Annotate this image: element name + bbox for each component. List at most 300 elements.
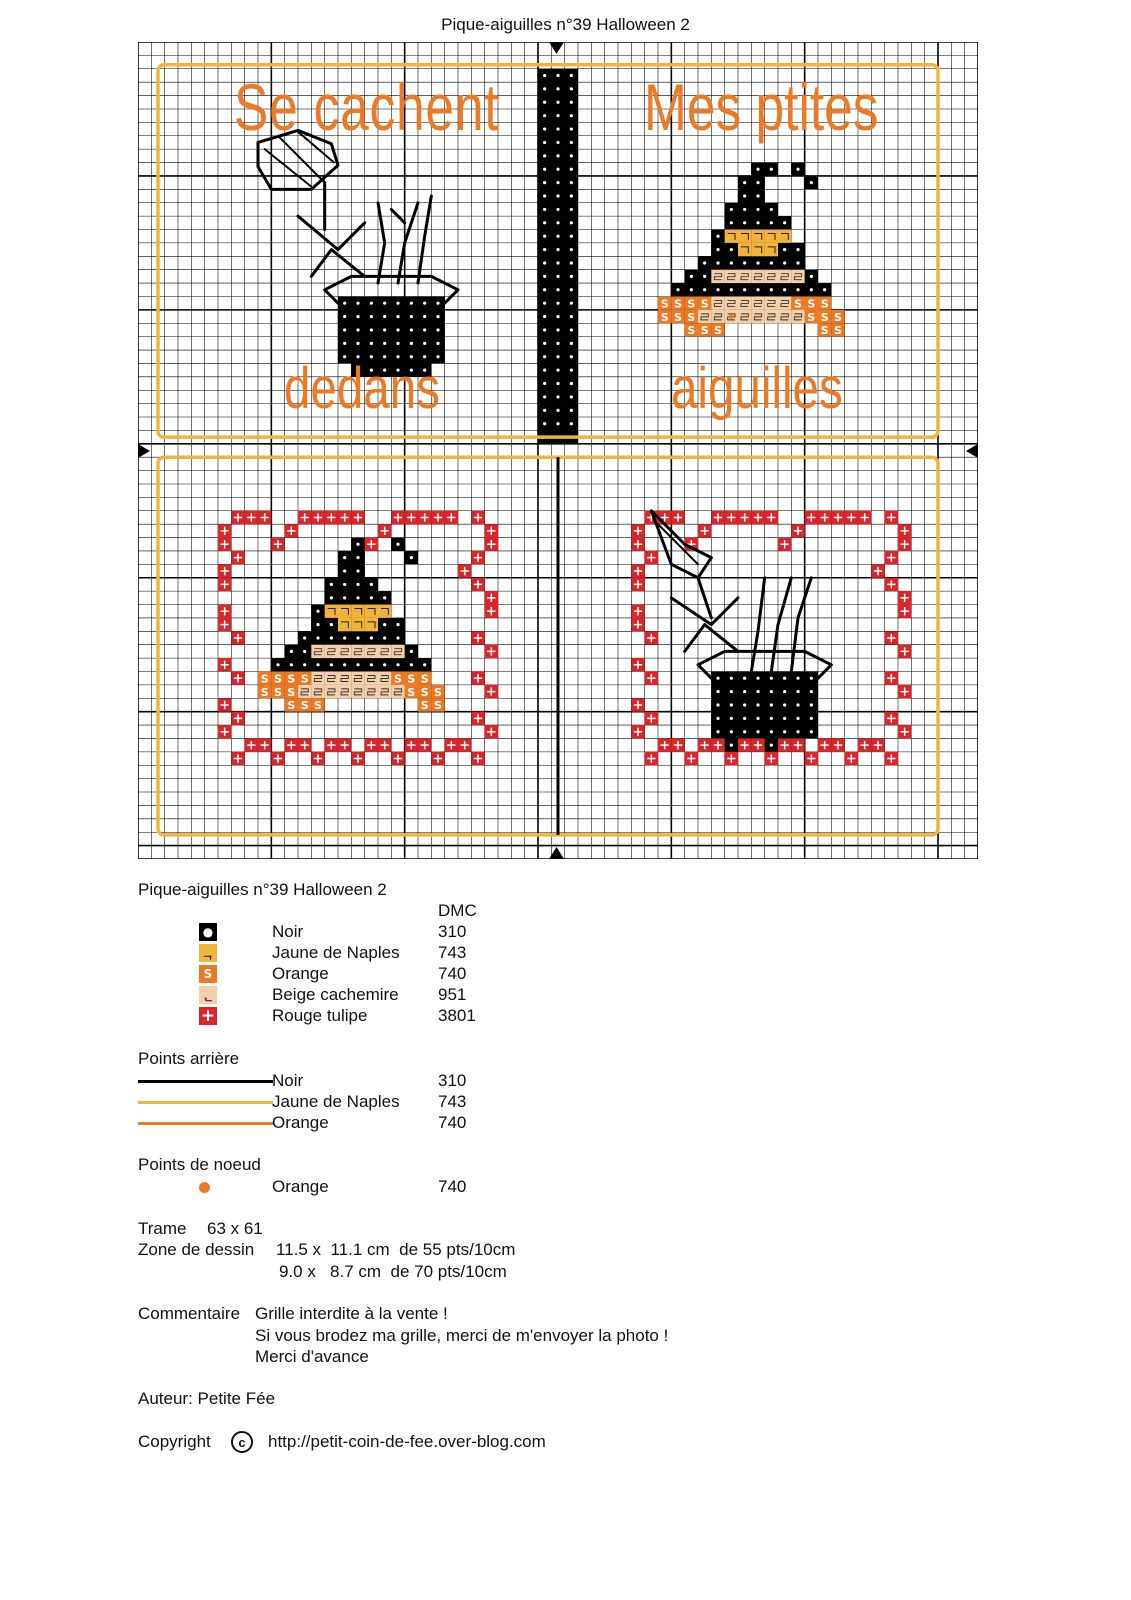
stitch-noir-dot: [383, 623, 386, 626]
fabric-size: 63 x 61: [207, 1219, 263, 1238]
stitch-noir-dot: [383, 342, 386, 345]
chart-word-3: dedans: [284, 356, 440, 422]
stitch-noir-dot: [343, 569, 346, 572]
stitch-noir-dot: [370, 636, 373, 639]
stitch-noir-dot: [543, 248, 546, 251]
stitch-noir-dot: [770, 690, 773, 693]
stitch-noir-dot: [556, 74, 559, 77]
stitch-orange-symbol: S: [407, 672, 416, 686]
stitch-noir-dot: [356, 342, 359, 345]
stitch-noir-dot: [770, 730, 773, 733]
stitch-noir-dot: [783, 677, 786, 680]
stitch-noir-dot: [556, 181, 559, 184]
stitch-noir-dot: [570, 181, 573, 184]
stitch-orange-symbol: S: [420, 685, 429, 699]
stitch-noir-dot: [730, 221, 733, 224]
website-link[interactable]: http://petit-coin-de-fee.over-blog.com: [268, 1432, 546, 1451]
stitch-noir-dot: [770, 288, 773, 291]
stitch-noir-dot: [570, 302, 573, 305]
stitch-noir-dot: [343, 663, 346, 666]
stitch-noir-dot: [796, 168, 799, 171]
stitch-noir-dot: [730, 288, 733, 291]
stitch-noir-dot: [543, 302, 546, 305]
backstitch-line-swatch: [138, 1080, 273, 1083]
thread-symbol: S: [199, 965, 217, 983]
thread-symbol: +: [200, 1006, 216, 1026]
stitch-noir-dot: [423, 342, 426, 345]
stitch-noir-dot: [290, 650, 293, 653]
stitch-noir-dot: [570, 74, 573, 77]
stitch-orange-symbol: S: [807, 297, 816, 311]
stitch-orange-symbol: S: [700, 297, 709, 311]
stitch-noir-dot: [556, 261, 559, 264]
stitch-noir-dot: [570, 101, 573, 104]
stitch-noir-dot: [410, 556, 413, 559]
stitch-noir-dot: [810, 181, 813, 184]
stitch-noir-dot: [823, 288, 826, 291]
stitch-noir-dot: [543, 261, 546, 264]
backstitch-header: Points arrière: [138, 1049, 240, 1068]
stitch-noir-dot: [570, 342, 573, 345]
stitch-noir-dot: [543, 154, 546, 157]
fabric-label: Trame: [138, 1219, 187, 1238]
stitch-noir-dot: [343, 328, 346, 331]
backstitch-line-swatch: [138, 1122, 273, 1125]
stitch-orange-symbol: S: [660, 310, 669, 324]
backstitch-line-swatch: [138, 1101, 273, 1104]
stitch-jaune: [351, 605, 364, 618]
stitch-noir-dot: [796, 248, 799, 251]
stitch-orange-symbol: S: [314, 699, 322, 713]
stitch-noir-dot: [570, 208, 573, 211]
stitch-noir-dot: [743, 194, 746, 197]
thread-symbol: ᆨ: [199, 944, 217, 962]
stitch-noir-dot: [423, 663, 426, 666]
stitch-noir-dot: [570, 328, 573, 331]
knot-dot: [729, 314, 734, 319]
stitch-orange-symbol: S: [300, 672, 309, 686]
stitch-noir-dot: [356, 556, 359, 559]
stitch-noir-dot: [570, 275, 573, 278]
stitch-noir-dot: [703, 275, 706, 278]
comment-line: Si vous brodez ma grille, merci de m'envoyer la photo !: [255, 1326, 669, 1345]
stitch-noir-dot: [370, 596, 373, 599]
stitch-noir-dot: [783, 703, 786, 706]
stitch-noir-dot: [316, 663, 319, 666]
stitch-noir-dot: [343, 342, 346, 345]
stitch-noir-dot: [303, 663, 306, 666]
stitch-noir-dot: [770, 703, 773, 706]
stitch-noir-dot: [556, 382, 559, 385]
stitch-noir-dot: [676, 288, 679, 291]
stitch-noir-dot: [410, 663, 413, 666]
thread-name: Orange: [272, 964, 329, 983]
stitch-orange-symbol: S: [820, 297, 829, 311]
stitch-noir-dot: [396, 543, 399, 546]
stitch-noir-dot: [743, 730, 746, 733]
stitch-noir-dot: [383, 663, 386, 666]
thread-symbol: ᆫ: [199, 986, 217, 1004]
stitch-noir-dot: [423, 328, 426, 331]
stitch-noir-dot: [556, 355, 559, 358]
stitch-noir-dot: [383, 302, 386, 305]
stitch-noir-dot: [556, 288, 559, 291]
stitch-noir-dot: [810, 288, 813, 291]
stitch-noir-dot: [543, 275, 546, 278]
stitch-noir-dot: [570, 382, 573, 385]
stitch-noir-dot: [543, 288, 546, 291]
stitch-noir-dot: [543, 395, 546, 398]
stitch-noir-dot: [716, 261, 719, 264]
stitch-noir-dot: [690, 275, 693, 278]
stitch-noir-dot: [330, 583, 333, 586]
stitch-noir-dot: [556, 342, 559, 345]
stitch-noir-dot: [770, 677, 773, 680]
stitch-noir-dot: [276, 663, 279, 666]
stitch-noir-dot: [730, 703, 733, 706]
stitch-orange-symbol: S: [260, 685, 269, 699]
stitch-jaune: [338, 618, 351, 631]
stitch-noir-dot: [770, 168, 773, 171]
stitch-noir-dot: [543, 355, 546, 358]
stitch-noir-dot: [543, 422, 546, 425]
stitch-noir-dot: [396, 315, 399, 318]
stitch-noir-dot: [743, 288, 746, 291]
stitch-orange-symbol: S: [287, 685, 296, 699]
stitch-noir-dot: [570, 235, 573, 238]
stitch-jaune: [378, 605, 391, 618]
stitch-noir-dot: [556, 369, 559, 372]
stitch-noir-dot: [570, 261, 573, 264]
stitch-noir-dot: [543, 315, 546, 318]
stitch-noir-dot: [556, 409, 559, 412]
stitch-noir-dot: [756, 181, 759, 184]
chart-word-4: aiguilles: [671, 356, 843, 422]
stitch-noir-dot: [410, 342, 413, 345]
stitch-jaune: [365, 605, 378, 618]
stitch-noir-dot: [290, 663, 293, 666]
stitch-noir-dot: [783, 730, 786, 733]
stitch-noir-dot: [756, 717, 759, 720]
stitch-noir-dot: [810, 703, 813, 706]
stitch-noir-dot: [796, 730, 799, 733]
stitch-noir-dot: [783, 288, 786, 291]
stitch-noir-dot: [570, 87, 573, 90]
stitch-noir-dot: [556, 194, 559, 197]
stitch-noir-dot: [396, 636, 399, 639]
stitch-noir-dot: [810, 690, 813, 693]
stitch-orange-symbol: S: [807, 310, 816, 324]
stitch-noir-dot: [330, 596, 333, 599]
stitch-noir-dot: [383, 328, 386, 331]
stitch-orange-symbol: S: [274, 672, 282, 686]
stitch-noir-dot: [543, 194, 546, 197]
stitch-noir-dot: [316, 636, 319, 639]
stitch-noir-dot: [756, 730, 759, 733]
stitch-noir-dot: [356, 583, 359, 586]
cross-stitch-chart: [138, 42, 978, 859]
dmc-header: DMC: [438, 901, 477, 920]
thread-name: Beige cachemire: [272, 985, 399, 1004]
stitch-noir-dot: [556, 302, 559, 305]
knots-header: Points de noeud: [138, 1155, 261, 1174]
thread-dmc: 310: [438, 922, 467, 941]
stitch-noir-dot: [396, 302, 399, 305]
backstitch-dmc: 743: [438, 1092, 467, 1111]
chart-word-1: Se cachent: [234, 69, 500, 145]
stitch-noir-dot: [570, 355, 573, 358]
zone-size-70: 9.0 x 8.7 cm de 70 pts/10cm: [279, 1262, 507, 1281]
stitch-noir-dot: [556, 208, 559, 211]
stitch-noir-dot: [703, 261, 706, 264]
stitch-noir-dot: [356, 596, 359, 599]
stitch-orange-symbol: S: [434, 699, 442, 713]
stitch-noir-dot: [356, 328, 359, 331]
stitch-noir-dot: [396, 342, 399, 345]
stitch-jaune: [765, 243, 778, 256]
stitch-noir-dot: [716, 248, 719, 251]
stitch-noir-dot: [690, 288, 693, 291]
stitch-orange-symbol: S: [834, 310, 842, 324]
stitch-noir-dot: [436, 302, 439, 305]
stitch-noir-dot: [556, 87, 559, 90]
stitch-noir-dot: [756, 261, 759, 264]
stitch-noir-dot: [730, 744, 733, 747]
stitch-noir-dot: [756, 288, 759, 291]
legend-header: Pique-aiguilles n°39 Halloween 2: [138, 880, 387, 899]
stitch-noir-dot: [716, 703, 719, 706]
copyright-icon: c: [231, 1431, 253, 1453]
stitch-orange-symbol: S: [687, 310, 696, 324]
stitch-noir-dot: [543, 369, 546, 372]
stitch-noir-dot: [716, 235, 719, 238]
stitch-orange-symbol: S: [714, 324, 722, 338]
stitch-noir-dot: [770, 261, 773, 264]
stitch-noir-dot: [356, 569, 359, 572]
stitch-orange-symbol: S: [660, 297, 669, 311]
stitch-noir-dot: [356, 663, 359, 666]
thread-dmc: 740: [438, 964, 467, 983]
stitch-noir-dot: [410, 650, 413, 653]
stitch-orange-symbol: S: [700, 324, 709, 338]
stitch-jaune: [738, 243, 751, 256]
stitch-noir-dot: [436, 315, 439, 318]
thread-dmc: 743: [438, 943, 467, 962]
stitch-noir-dot: [423, 302, 426, 305]
stitch-noir-dot: [356, 543, 359, 546]
stitch-noir-dot: [543, 235, 546, 238]
thread-name: Noir: [272, 922, 304, 941]
stitch-noir-dot: [303, 636, 306, 639]
stitch-noir-dot: [316, 623, 319, 626]
stitch-noir-dot: [556, 328, 559, 331]
stitch-noir-dot: [543, 382, 546, 385]
stitch-noir-dot: [570, 395, 573, 398]
stitch-noir-dot: [343, 556, 346, 559]
stitch-noir-dot: [556, 315, 559, 318]
stitch-noir-dot: [756, 221, 759, 224]
stitch-noir-dot: [410, 302, 413, 305]
stitch-noir-dot: [730, 690, 733, 693]
stitch-noir-dot: [556, 275, 559, 278]
stitch-noir-dot: [743, 261, 746, 264]
stitch-noir-dot: [303, 650, 306, 653]
stitch-noir-dot: [570, 168, 573, 171]
stitch-noir-dot: [756, 703, 759, 706]
page-title: Pique-aiguilles n°39 Halloween 2: [441, 15, 690, 34]
stitch-orange-symbol: S: [407, 685, 416, 699]
stitch-noir-dot: [783, 690, 786, 693]
stitch-noir-dot: [756, 194, 759, 197]
stitch-noir-dot: [783, 717, 786, 720]
thread-dmc: 951: [438, 985, 467, 1004]
stitch-noir-dot: [770, 717, 773, 720]
stitch-noir-dot: [556, 235, 559, 238]
stitch-noir-dot: [570, 409, 573, 412]
stitch-noir-dot: [343, 315, 346, 318]
stitch-noir-dot: [743, 703, 746, 706]
stitch-noir-dot: [810, 730, 813, 733]
stitch-noir-dot: [743, 690, 746, 693]
stitch-noir-dot: [370, 302, 373, 305]
stitch-jaune: [725, 230, 738, 243]
stitch-noir-dot: [743, 181, 746, 184]
stitch-orange-symbol: S: [794, 297, 802, 311]
stitch-noir-dot: [570, 114, 573, 117]
stitch-noir-dot: [743, 208, 746, 211]
stitch-noir-dot: [356, 636, 359, 639]
stitch-noir-dot: [796, 703, 799, 706]
stitch-noir-dot: [370, 328, 373, 331]
stitch-noir-dot: [716, 717, 719, 720]
stitch-noir-dot: [396, 623, 399, 626]
stitch-noir-dot: [783, 221, 786, 224]
stitch-noir-dot: [810, 275, 813, 278]
stitch-noir-dot: [570, 154, 573, 157]
stitch-noir-dot: [543, 208, 546, 211]
stitch-noir-dot: [543, 328, 546, 331]
comment-line: Grille interdite à la vente !: [255, 1304, 448, 1323]
knot-dmc: 740: [438, 1177, 467, 1196]
stitch-noir-dot: [410, 328, 413, 331]
stitch-noir-dot: [810, 677, 813, 680]
stitch-noir-dot: [796, 717, 799, 720]
stitch-noir-dot: [383, 315, 386, 318]
stitch-noir-dot: [543, 342, 546, 345]
stitch-noir-dot: [543, 181, 546, 184]
stitch-noir-dot: [410, 315, 413, 318]
stitch-noir-dot: [543, 87, 546, 90]
stitch-noir-dot: [770, 221, 773, 224]
stitch-jaune: [738, 230, 751, 243]
stitch-noir-dot: [383, 636, 386, 639]
stitch-noir-dot: [543, 114, 546, 117]
copyright-label: Copyright: [138, 1432, 211, 1451]
stitch-noir-dot: [316, 610, 319, 613]
stitch-noir-dot: [570, 194, 573, 197]
stitch-noir-dot: [783, 261, 786, 264]
stitch-noir-dot: [370, 315, 373, 318]
stitch-noir-dot: [703, 288, 706, 291]
stitch-noir-dot: [556, 101, 559, 104]
chart-word-2: Mes ptites: [644, 69, 879, 145]
stitch-jaune: [325, 605, 338, 618]
stitch-orange-symbol: S: [420, 699, 429, 713]
thread-symbol: ●: [199, 923, 217, 941]
stitch-noir-dot: [370, 342, 373, 345]
stitch-noir-dot: [570, 127, 573, 130]
comment-line: Merci d'avance: [255, 1347, 369, 1366]
stitch-noir-dot: [716, 690, 719, 693]
stitch-noir-dot: [370, 663, 373, 666]
stitch-noir-dot: [556, 422, 559, 425]
stitch-noir-dot: [556, 154, 559, 157]
stitch-noir-dot: [343, 596, 346, 599]
stitch-noir-dot: [383, 596, 386, 599]
stitch-orange-symbol: S: [260, 672, 269, 686]
stitch-noir-dot: [770, 208, 773, 211]
thread-name: Jaune de Naples: [272, 943, 400, 962]
stitch-noir-dot: [730, 730, 733, 733]
stitch-noir-dot: [570, 369, 573, 372]
stitch-orange-symbol: S: [687, 297, 696, 311]
stitch-orange-symbol: S: [674, 297, 682, 311]
stitch-noir-dot: [423, 315, 426, 318]
stitch-noir-dot: [370, 583, 373, 586]
stitch-orange-symbol: S: [834, 324, 842, 338]
stitch-noir-dot: [796, 677, 799, 680]
stitch-noir-dot: [396, 328, 399, 331]
stitch-jaune: [338, 605, 351, 618]
stitch-noir-dot: [743, 221, 746, 224]
stitch-jaune: [751, 243, 764, 256]
stitch-noir-dot: [730, 677, 733, 680]
stitch-noir-dot: [330, 623, 333, 626]
stitch-noir-dot: [330, 663, 333, 666]
stitch-noir-dot: [796, 288, 799, 291]
stitch-noir-dot: [396, 663, 399, 666]
stitch-noir-dot: [556, 395, 559, 398]
stitch-noir-dot: [716, 730, 719, 733]
stitch-orange-symbol: S: [434, 685, 442, 699]
stitch-jaune: [365, 618, 378, 631]
stitch-noir-dot: [543, 221, 546, 224]
stitch-noir-dot: [330, 636, 333, 639]
stitch-noir-dot: [810, 717, 813, 720]
stitch-noir-dot: [756, 168, 759, 171]
stitch-noir-dot: [570, 141, 573, 144]
stitch-noir-dot: [543, 168, 546, 171]
stitch-noir-dot: [556, 127, 559, 130]
stitch-orange-symbol: S: [687, 324, 696, 338]
stitch-noir-dot: [543, 409, 546, 412]
stitch-noir-dot: [730, 717, 733, 720]
stitch-noir-dot: [343, 583, 346, 586]
stitch-noir-dot: [756, 208, 759, 211]
stitch-noir-dot: [556, 221, 559, 224]
stitch-noir-dot: [716, 677, 719, 680]
stitch-noir-dot: [436, 342, 439, 345]
backstitch-name: Noir: [272, 1071, 304, 1090]
stitch-jaune: [765, 230, 778, 243]
stitch-noir-dot: [570, 422, 573, 425]
stitch-noir-dot: [543, 127, 546, 130]
stitch-noir-dot: [743, 677, 746, 680]
stitch-orange-symbol: S: [820, 310, 829, 324]
stitch-noir-dot: [343, 302, 346, 305]
stitch-noir-dot: [356, 302, 359, 305]
backstitch-dmc: 740: [438, 1113, 467, 1132]
